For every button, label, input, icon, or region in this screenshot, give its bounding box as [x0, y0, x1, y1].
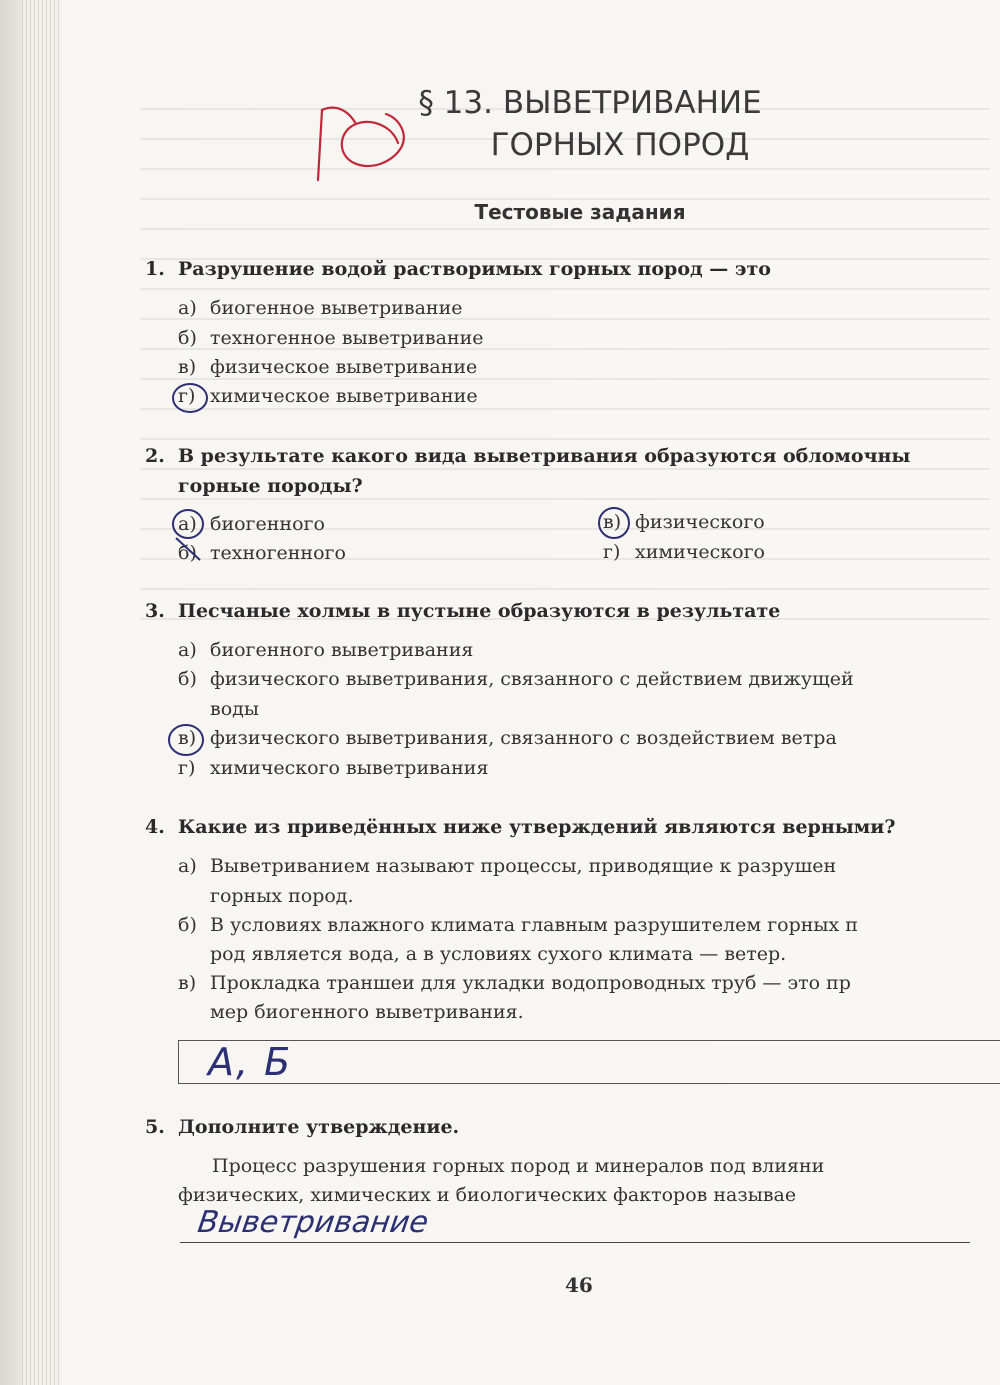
q2-option-c-circle-icon: [599, 508, 629, 538]
q3-answer-circle-icon: [169, 725, 203, 755]
q1-option-b: б) техногенное выветривание: [178, 327, 484, 349]
question-2-line2: горные породы?: [178, 475, 363, 497]
question-3: 3. Песчаные холмы в пустыне образуются в результате: [145, 600, 781, 622]
q1-answer-circle-icon: [173, 384, 207, 412]
question-2: 2. В результате какого вида выветривания образуются обломочны: [145, 445, 911, 467]
q4-handwritten-answer: А, Б: [208, 1040, 293, 1084]
question-5: 5. Дополните утверждение.: [145, 1116, 460, 1138]
q3-option-b-cont: воды: [210, 698, 259, 720]
q1-option-d: г) химическое выветривание: [178, 385, 478, 407]
question-1: 1. Разрушение водой растворимых горных пород — это: [145, 258, 771, 280]
section-subtitle: Тестовые задания: [474, 200, 686, 224]
q2-option-d: г) химического: [603, 541, 765, 563]
page-title: § 13. ВЫВЕТРИВАНИЕ ГОРНЫХ ПОРОД: [418, 85, 762, 163]
q2-option-c: в) физического: [603, 511, 765, 533]
q3-option-a: а) биогенного выветривания: [178, 639, 474, 661]
page-number: 46: [565, 1273, 593, 1297]
q2-option-a-circle-icon: [173, 510, 203, 538]
q2-option-b: б) техногенного: [178, 542, 346, 564]
q5-paragraph-line1: Процесс разрушения горных пород и минералов под влияни: [212, 1155, 825, 1177]
q3-option-d: г) химического выветривания: [178, 757, 489, 779]
q5-paragraph-line2: физических, химических и биологических факторов называе: [178, 1184, 797, 1206]
q4-option-a: а) Выветриванием называют процессы, приводящие к разрушен: [178, 855, 837, 877]
q4-option-a-cont: горных пород.: [210, 885, 354, 907]
q1-option-a: а) биогенное выветривание: [178, 297, 463, 319]
question-4: 4. Какие из приведённых ниже утверждений являются верными?: [145, 816, 896, 838]
q4-option-c: в) Прокладка траншеи для укладки водопроводных труб — это пр: [178, 972, 851, 994]
q5-handwritten-answer: Выветривание: [195, 1205, 431, 1240]
q1-option-c: в) физическое выветривание: [178, 356, 478, 378]
q3-option-b: б) физического выветривания, связанного с действием движущей: [178, 668, 854, 690]
q4-option-b-cont: род является вода, а в условиях сухого климата — ветер.: [210, 943, 787, 965]
q4-option-b: б) В условиях влажного климата главным разрушителем горных п: [178, 914, 858, 936]
q2-option-b-mark-icon: [176, 538, 200, 560]
q3-option-c: в) физического выветривания, связанного с воздействием ветра: [178, 727, 837, 749]
red-grade-mark-icon: [318, 108, 404, 180]
q4-option-c-cont: мер биогенного выветривания.: [210, 1001, 524, 1023]
q2-option-a: а) биогенного: [178, 513, 325, 535]
